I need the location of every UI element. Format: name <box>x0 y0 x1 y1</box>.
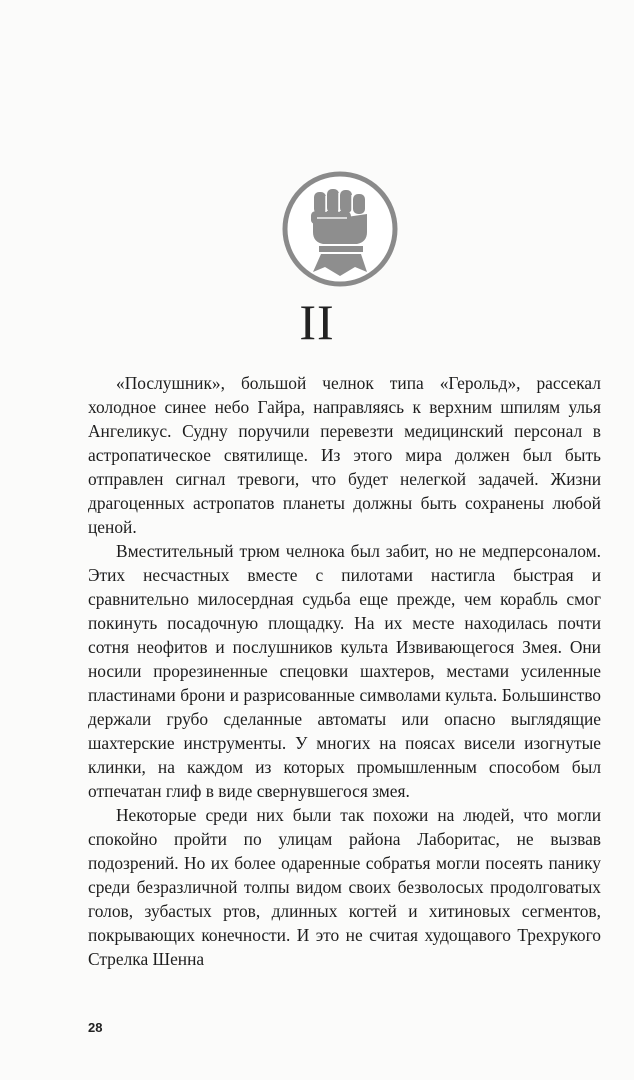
chapter-number: II <box>299 294 335 350</box>
paragraph: Вместительный трюм челнока был забит, но не медперсоналом. Этих несчастных вместе с пилотами настигла быстрая и сравнительно милосердная судьба еще прежде, чем корабль смог покинуть посадочную площадку. На их месте находилась почти сотня неофитов и послушников культа Извивающегося Змея. Они носили прорезиненные спецовки шахтеров, местами усиленные пластинами брони и разрисованные символами культа. Большинство держали грубо сделанные автоматы или опасно выглядящие шахтерские инструменты. У многих на поясах висели изогнутые клинки, на каждом из которых промышленным способом был отпечатан глиф в виде свернувшегося змея. <box>88 541 601 801</box>
clenched-fist-emblem-icon <box>281 170 399 288</box>
page-number: 28 <box>88 1020 103 1035</box>
paragraph: Некоторые среди них были так похожи на людей, что могли спокойно пройти по улицам района Лаборитас, не вызвав подозрений. Но их более одаренные собратья могли посеять панику среди безразличной толпы видом своих безволосых продолговатых голов, зубастых ртов, длинных когтей и хитиновых сегментов, покрывающих конечности. И это не считая худощавого Трехрукого Стрелка Шенна <box>88 805 601 969</box>
chapter-body <box>88 371 601 971</box>
paragraph: «Послушник», большой челнок типа «Герольд», рассекал холодное синее небо Гайра, направляясь к верхним шпилям улья Ангеликус. Судну поручили перевезти медицинский персонал в астропатическое святилище. Из этого мира должен был быть отправлен сигнал тревоги, что будет нелегкой задачей. Жизни драгоценных астропатов планеты должны быть сохранены любой ценой. <box>88 373 601 537</box>
